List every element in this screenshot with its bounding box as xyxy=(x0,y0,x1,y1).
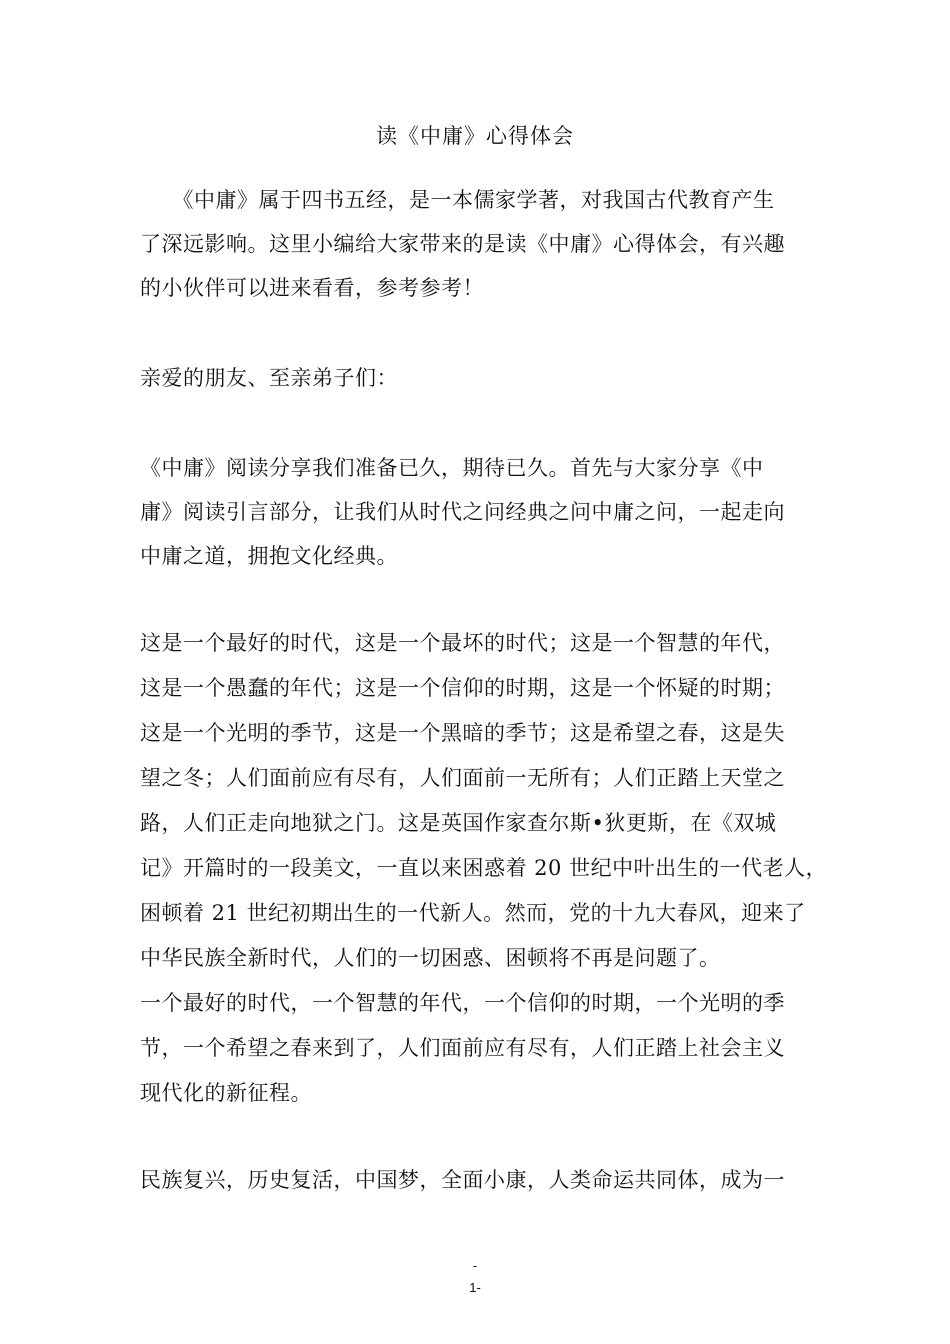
document-title: 读《中庸》心得体会 xyxy=(376,124,574,148)
text-line: 这是一个愚蠢的年代；这是一个信仰的时期，这是一个怀疑的时期； xyxy=(140,676,785,700)
text-line: 这是一个光明的季节，这是一个黑暗的季节；这是希望之春，这是失 xyxy=(140,721,785,745)
paragraph-3 xyxy=(140,1158,840,1202)
page-number: 1- xyxy=(469,1280,481,1295)
intro-paragraph xyxy=(140,178,840,310)
text-line: 困顿着 21 世纪初期出生的一代新人。然而，党的十九大春风，迎来了 xyxy=(140,901,806,925)
text-line: 了深远影响。这里小编给大家带来的是读《中庸》心得体会，有兴趣 xyxy=(140,232,785,256)
text-line: 记》开篇时的一段美文，一直以来困惑着 20 世纪中叶出生的一代老人， xyxy=(140,856,828,880)
paragraph-1 xyxy=(140,446,840,578)
text-line: 亲爱的朋友、至亲弟子们： xyxy=(140,366,398,390)
paragraph-2 xyxy=(140,621,840,1116)
text-line: 《中庸》属于四书五经，是一本儒家学著，对我国古代教育产生 xyxy=(140,188,775,212)
text-line: 《中庸》阅读分享我们准备已久，期待已久。首先与大家分享《中 xyxy=(140,456,764,480)
text-line: 节，一个希望之春来到了，人们面前应有尽有，人们正踏上社会主义 xyxy=(140,1036,785,1060)
greeting xyxy=(140,356,840,400)
text-line: 路，人们正走向地狱之门。这是英国作家查尔斯•狄更斯，在《双城 xyxy=(140,811,777,835)
text-line: 民族复兴，历史复活，中国梦，全面小康，人类命运共同体，成为一 xyxy=(140,1168,785,1192)
text-line: 这是一个最好的时代，这是一个最坏的时代；这是一个智慧的年代， xyxy=(140,631,785,655)
text-line: 现代化的新征程。 xyxy=(140,1081,312,1105)
text-line: 庸》阅读引言部分，让我们从时代之问经典之问中庸之问，一起走向 xyxy=(140,500,785,524)
text-line: 中庸之道，拥抱文化经典。 xyxy=(140,544,398,568)
text-line: 中华民族全新时代，人们的一切困惑、困顿将不再是问题了。 xyxy=(140,946,721,970)
footer-dash: - xyxy=(472,1258,478,1273)
text-line: 的小伙伴可以进来看看，参考参考！ xyxy=(140,276,484,300)
text-line: 一个最好的时代，一个智慧的年代，一个信仰的时期，一个光明的季 xyxy=(140,991,785,1015)
text-line: 望之冬；人们面前应有尽有，人们面前一无所有；人们正踏上天堂之 xyxy=(140,766,785,790)
